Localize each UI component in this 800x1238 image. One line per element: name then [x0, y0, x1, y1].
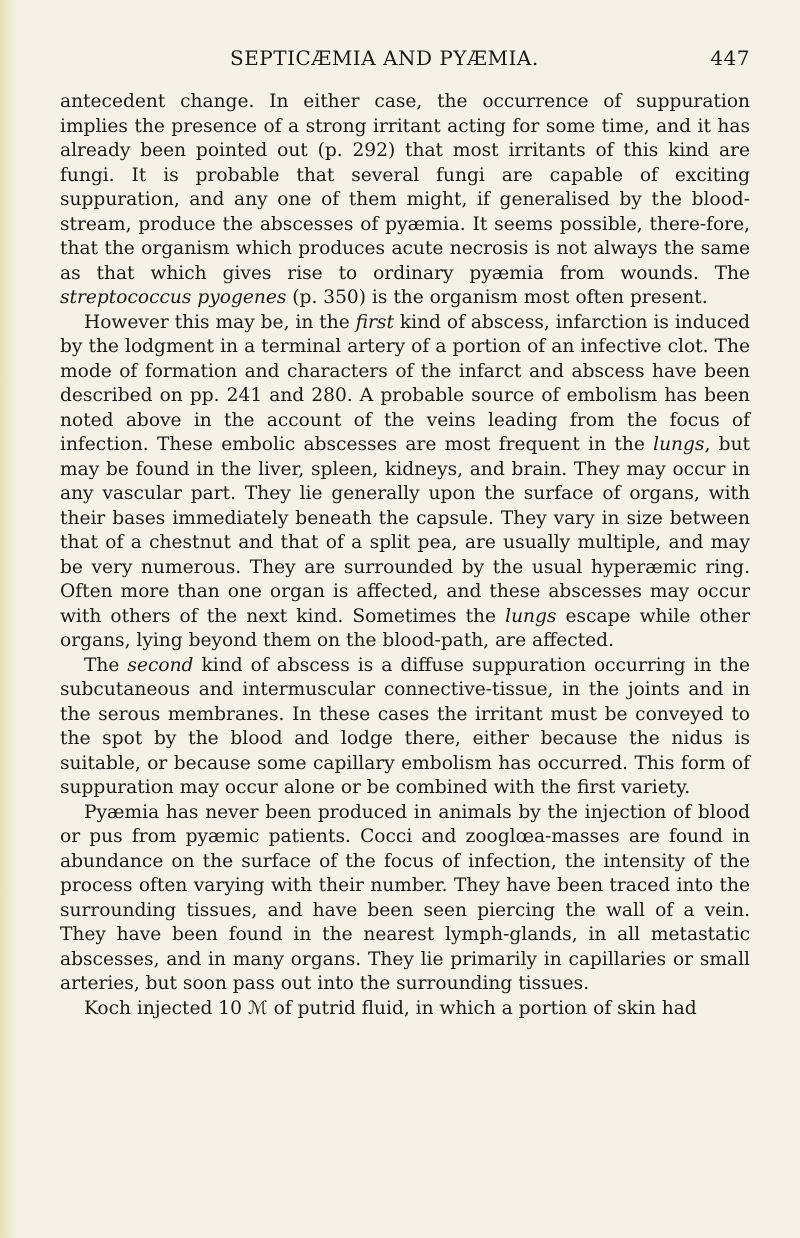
text-run: However this may be, in the	[84, 311, 356, 333]
text-run: The	[84, 654, 128, 676]
text-run: (p. 350) is the organism most often present.	[286, 287, 708, 308]
italic-term: second	[127, 654, 194, 676]
chapter-title: SEPTICÆMIA AND PYÆMIA.	[230, 46, 539, 70]
page-number: 447	[710, 46, 750, 70]
body-text	[60, 90, 750, 1021]
text-run: escape while other organs, lying beyond them on the blood-path, are affected.	[60, 605, 750, 651]
paragraph-1	[60, 90, 750, 311]
text-run: kind of abscess, infarction is induced by the lodgment in a terminal artery of a portion of an infective clot. The mode of formation and characters of the infarct and abscess have been described on pp. 241 and 280. A probable source of embolism has been noted above in the account of the veins leading from the focus of infection. These embolic abscesses are most frequent in the	[60, 311, 750, 455]
paragraph-3	[60, 654, 750, 801]
text-run: kind of abscess is a diffuse suppuration occurring in the subcutaneous and intermuscular connective-tissue, in the joints and in the serous membranes. In these cases the irritant must be conveyed to the spot by the blood and lodge there, either because the nidus is suitable, or because some capillary embolism has occurred. This form of suppuration may occur alone or be combined with the first variety.	[60, 654, 750, 798]
paragraph-4: Pyæmia has never been produced in animals by the injection of blood or pus from pyæmic patients. Cocci and zooglœa-masses are found in abundance on the surface of the focus of infection, the intensity of the process often varying with their number. They have been traced into the surrounding tissues, and have been seen piercing the wall of a vein. They have been found in the nearest lymph-glands, in all metastatic abscesses, and in many organs. They lie primarily in capillaries or small arteries, but soon pass out into the surrounding tissues.	[60, 801, 750, 994]
running-head	[60, 46, 750, 76]
italic-term: streptococcus pyogenes	[60, 287, 287, 308]
paragraph-5: Koch injected 10 ℳ of putrid fluid, in which a portion of skin had	[84, 997, 697, 1019]
page-gutter-shadow	[0, 0, 18, 1238]
text-run: , but may be found in the liver, spleen, kidneys, and brain. They may occur in any vascular part. They lie generally upon the surface of organs, with their bases immediately beneath the capsule. They vary in size between that of a chestnut and that of a split pea, are usually multiple, and may be very numerous. They are surrounded by the usual hyperæmic ring. Often more than one organ is affected, and these abscesses may occur with others of the next kind. Sometimes the	[60, 434, 751, 627]
text-run: antecedent change. In either case, the occurrence of suppuration implies the presence of a strong irritant acting for some time, and it has already been pointed out (p. 292) that most irritants of this kind are fungi. It is probable that several fungi are capable of exciting suppuration, and any one of them might, if generalised by the blood-stream, produce the abscesses of pyæmia. It seems possible, there-fore, that the organism which produces acute necrosis is not always the same as that which gives rise to ordinary pyæmia from wounds. The	[60, 91, 750, 284]
book-page	[60, 46, 750, 1021]
paragraph-2	[60, 311, 750, 654]
italic-term: lungs	[505, 605, 557, 627]
italic-term: lungs	[653, 434, 705, 455]
italic-term: first	[355, 311, 394, 333]
